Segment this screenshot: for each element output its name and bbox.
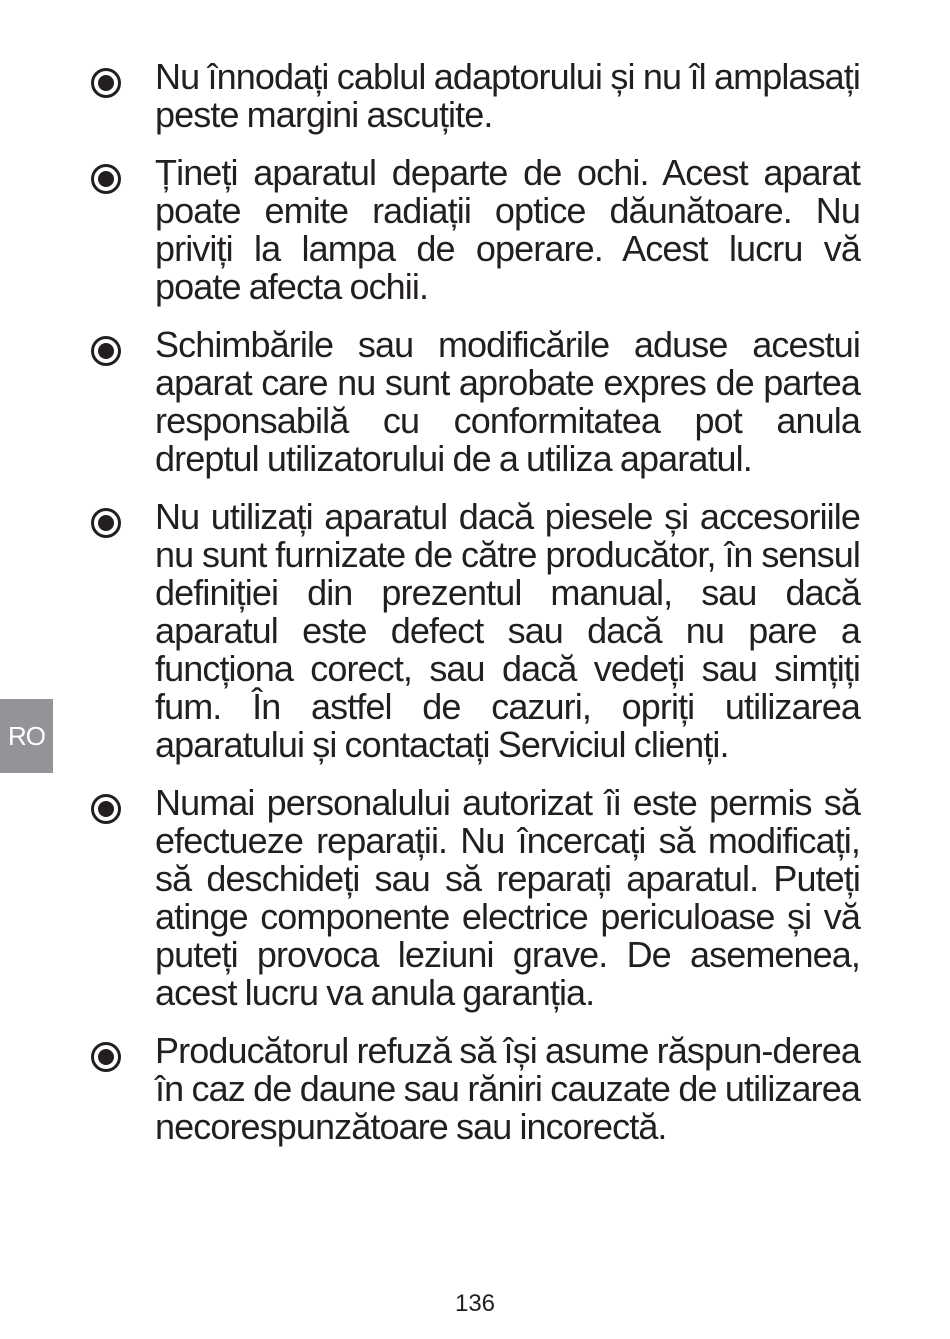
list-item (88, 154, 860, 306)
list-item-text: Țineți aparatul departe de ochi. Acest aparat poate emite radiații optice dăunătoare. Nu priviți la lampa de operare. Acest lucru vă poate afecta ochii. (155, 152, 860, 307)
radio-bullet-icon (90, 335, 122, 367)
list-item-text: Schimbările sau modificările aduse acestui aparat care nu sunt aprobate expres de partea responsabilă cu conformitatea pot anula dreptul utilizatorului de a utiliza aparatul. (155, 324, 860, 479)
list-item (88, 58, 860, 134)
list-item-text: Producătorul refuză să își asume răspun-derea în caz de daune sau răniri cauzate de utilizarea necorespunzătoare sau incorectă. (155, 1030, 860, 1147)
language-tab: RO (0, 699, 53, 773)
radio-bullet-icon (90, 163, 122, 195)
list-item (88, 784, 860, 1012)
list-item-text: Nu înnodați cablul adaptorului și nu îl amplasați peste margini ascuțite. (155, 56, 860, 135)
radio-bullet-icon (90, 67, 122, 99)
radio-bullet-icon (90, 507, 122, 539)
page-number: 136 (454, 1290, 496, 1317)
radio-bullet-icon (90, 793, 122, 825)
list-item (88, 498, 860, 764)
radio-bullet-icon (90, 1041, 122, 1073)
list-item (88, 326, 860, 478)
list-item (88, 1032, 860, 1146)
safety-instructions-list (88, 58, 860, 1166)
list-item-text: Nu utilizați aparatul dacă piesele și accesoriile nu sunt furnizate de către producător, în sensul definiției din prezentul manual, sau dacă aparatul este defect sau dacă nu pare a funcționa corect, sau dacă vedeți sau simțiți fum. În astfel de cazuri, opriți utilizarea aparatului și contactați Serviciul clienți. (155, 496, 860, 765)
list-item-text: Numai personalului autorizat îi este permis să efectueze reparații. Nu încercați să modificați, să deschideți sau să reparați aparatul. Puteți atinge componente electrice periculoase și vă puteți provoca leziuni grave. De asemenea, acest lucru va anula garanția. (155, 782, 860, 1013)
